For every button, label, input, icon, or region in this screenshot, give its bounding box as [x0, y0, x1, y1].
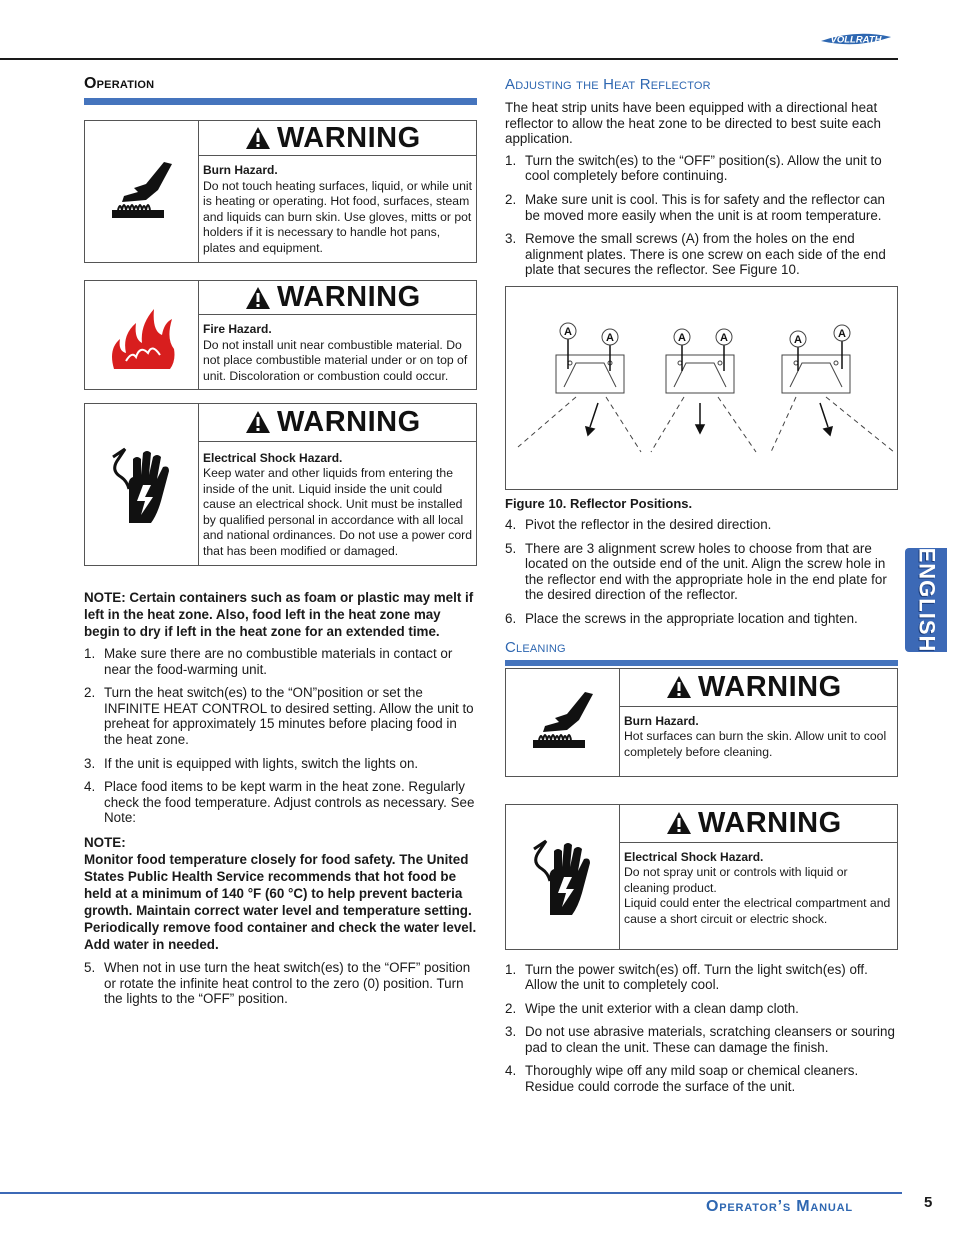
warning-text: Burn Hazard. Hot surfaces can burn the skin. Allow unit to cool completely before cleaning. [624, 713, 887, 759]
reflector-intro: The heat strip units have been equipped with a directional heat reflector to allow the heat zone to be directed to best suite each application. [505, 100, 881, 147]
shock-hand-icon [506, 805, 620, 949]
list-item: 1. Turn the switch(es) to the “OFF” position(s). Allow the unit to cool completely before continuing. [505, 152, 882, 184]
list-item: 3. Remove the small screws (A) from the holes on the end alignment plates. There is one screw on each side of the end plate that secures the reflector. See Figure 10. [505, 231, 886, 278]
list-item: 2. Wipe the unit exterior with a clean damp cloth. [505, 1000, 799, 1016]
note-containers: NOTE: Certain containers such as foam or plastic may melt if left in the heat zone. Also, food left in the heat zone may begin to dry if left in the heat zone for an extended time. [84, 590, 474, 639]
list-item: 4. Pivot the reflector in the desired direction. [505, 516, 772, 532]
warning-word: WARNING [698, 670, 842, 703]
reflector-steps-continued [505, 517, 898, 627]
warning-shock [84, 403, 477, 566]
list-item: 1. Turn the power switch(es) off. Turn the light switch(es) off. Allow the unit to completely cool. [505, 961, 868, 993]
reflector-title: Adjusting the Heat Reflector [505, 76, 711, 93]
cleaning-steps [505, 962, 898, 1095]
list-item: 4. Place food items to be kept warm in the heat zone. Regularly check the food temperature. Adjust controls as necessary. See Note: [84, 779, 475, 826]
vollrath-logo [819, 27, 893, 51]
warning-word: WARNING [277, 281, 421, 313]
warning-header [199, 281, 476, 315]
warning-text: Burn Hazard. Do not touch heating surfaces, liquid, or while unit is heating or operating. Hot food, surfaces, steam and liquids can burn skin. Use gloves, mitts or pot holders if it is necessary to handle hot pans, plates and equipment. [203, 163, 472, 255]
warning-burn-cleaning [505, 668, 898, 777]
list-item: 1. Make sure there are no combustible materials in contact or near the food-warming unit. [84, 646, 453, 677]
warning-triangle-icon [666, 675, 692, 699]
list-item: 3. If the unit is equipped with lights, switch the lights on. [84, 755, 419, 771]
burn-hand-icon [506, 669, 620, 776]
warning-word: WARNING [277, 405, 421, 438]
note-food-safety: Monitor food temperature closely for food safety. The United States Public Health Service recommends that hot food be held at a minimum of 140 °F (60 °C) to help prevent bacteria growth. Maintain correct water level and temperature setting. Periodically remove food container and check the water level. Add water in needed. [84, 851, 477, 952]
reflector-steps [505, 153, 898, 278]
warning-text: Fire Hazard. Do not install unit near combustible material. Do not place combustible material under or on top of unit. Discoloration or combustion could occur. [203, 322, 468, 383]
warning-triangle-icon [245, 126, 271, 150]
section-bar [505, 660, 898, 666]
label-a: A [564, 325, 572, 338]
footer-title: Operator’s Manual [706, 1198, 853, 1215]
svg-text:VOLLRATH: VOLLRATH [830, 34, 882, 46]
shock-hand-icon [85, 404, 199, 565]
list-item: 2. Turn the heat switch(es) to the “ON”position or set the INFINITE HEAT CONTROL to desired setting. Allow the unit to preheat for approximately 15 minutes before placing food in the heat zone. [84, 685, 474, 747]
warning-triangle-icon [245, 286, 271, 310]
fire-icon [85, 281, 199, 389]
label-a: A [838, 327, 846, 340]
language-tab-label: ENGLISH [914, 547, 940, 653]
footer-rule [0, 1192, 902, 1194]
list-item: 2. Make sure unit is cool. This is for safety and the reflector can be moved more easily when the unit is at room temperature. [505, 191, 885, 223]
warning-text: Electrical Shock Hazard. Do not spray unit or controls with liquid or cleaning product. Liquid could enter the electrical compartment and cause a short circuit or electric shock. [624, 849, 891, 926]
cleaning-title: Cleaning [505, 638, 566, 656]
warning-shock-cleaning [505, 804, 898, 950]
warning-header [620, 669, 897, 707]
label-a: A [678, 331, 686, 344]
list-item: 3. Do not use abrasive materials, scratching cleansers or souring pad to clean the unit. These can damage the finish. [505, 1024, 895, 1055]
label-a: A [794, 333, 802, 346]
list-item: 5. When not in use turn the heat switch(es) to the “OFF” position or rotate the infinite heat control to the zero (0) position. Turn the lights to the “OFF” position. [84, 959, 471, 1007]
warning-header [199, 404, 476, 442]
warning-word: WARNING [698, 806, 842, 839]
figure-reflector-positions [505, 286, 898, 490]
operation-title: Operation [84, 75, 155, 92]
list-item: 5. There are 3 alignment screw holes to choose from that are located on the outside end of the unit. Align the screw hole in the reflector end with the appropriate hole in the end plate for the desired direction of the reflector. [505, 540, 887, 603]
warning-header [199, 121, 476, 156]
warning-word: WARNING [277, 121, 421, 154]
list-item: 6. Place the screws in the appropriate location and tighten. [505, 610, 858, 626]
label-a: A [720, 331, 728, 344]
operation-steps-continued [84, 960, 477, 1007]
section-bar [84, 98, 477, 105]
warning-text: Electrical Shock Hazard. Keep water and other liquids from entering the inside of the unit. Liquid inside the unit could cause an electrical shock. Unit must be installed by qualified personal in accordance with all local and national ordinances. Do not use a power cord that has been modified or damaged. [203, 450, 472, 558]
page-number: 5 [924, 1194, 933, 1211]
warning-fire [84, 280, 477, 390]
reflector-diagram [506, 287, 897, 489]
note-label: NOTE: [84, 834, 126, 850]
figure-caption: Figure 10. Reflector Positions. [505, 495, 693, 511]
operation-column [84, 70, 477, 1015]
warning-triangle-icon [666, 811, 692, 835]
list-item: 4. Thoroughly wipe off any mild soap or chemical cleaners. Residue could corrode the surface of the unit. [505, 1063, 859, 1095]
language-tab[interactable] [905, 548, 947, 652]
header-rule [0, 58, 898, 60]
burn-hand-icon [85, 121, 199, 262]
label-a: A [606, 331, 614, 344]
warning-header [620, 805, 897, 843]
warning-burn [84, 120, 477, 263]
warning-triangle-icon [245, 410, 271, 434]
operation-steps [84, 646, 477, 826]
reflector-column [505, 70, 898, 1103]
